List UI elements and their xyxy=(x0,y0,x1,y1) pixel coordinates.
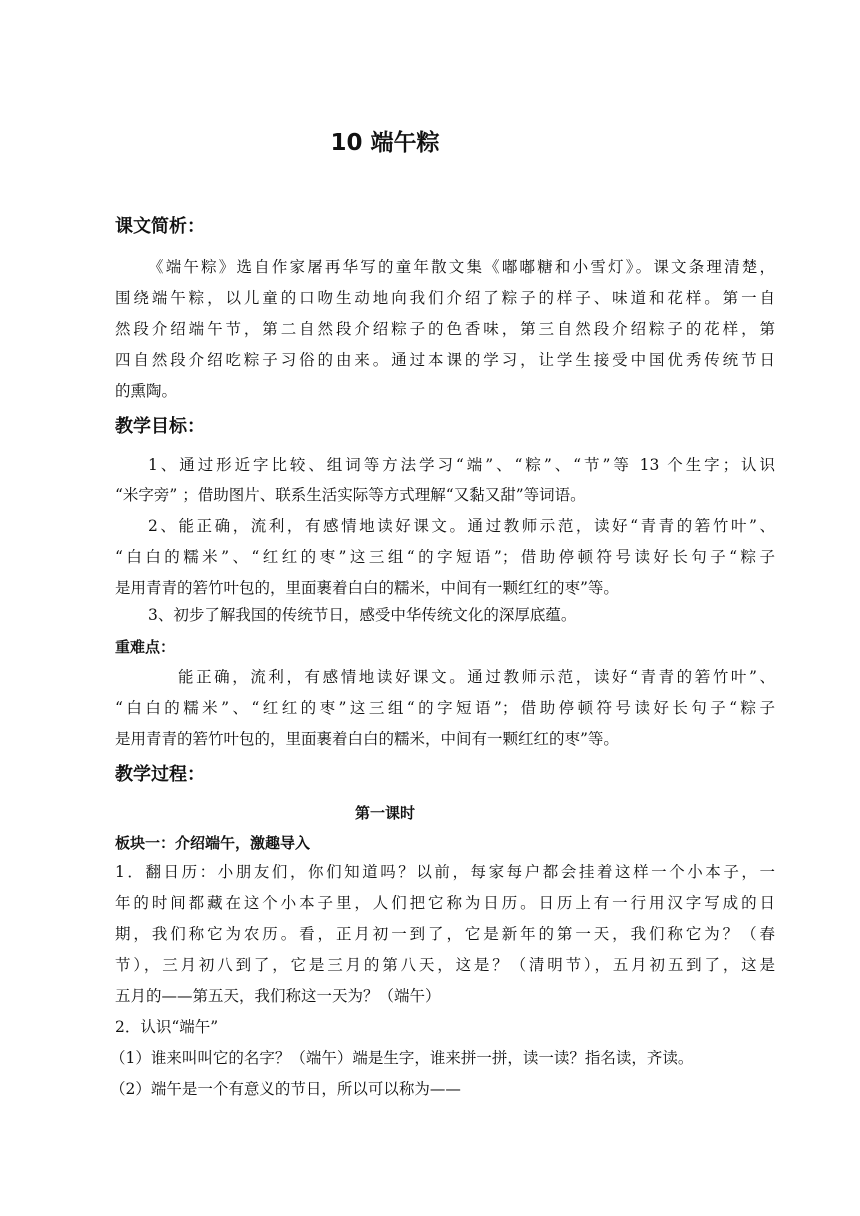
goals-heading: 教学目标： xyxy=(115,416,205,437)
process-line: （1）谁来叫叫它的名字？（端午）端是生字，谁来拼一拼，读一读？指名读，齐读。 xyxy=(110,1049,694,1067)
goals-line: “白白的糯米”、“红红的枣”这三组“的字短语”；借助停顿符号读好长句子“粽子 xyxy=(115,548,775,566)
goals-line: 1、通过形近字比较、组词等方法学习“端”、“粽”、“节”等 13 个生字；认识 xyxy=(148,456,775,474)
analysis-heading: 课文简析： xyxy=(115,216,205,237)
process-line: 1．翻日历：小朋友们，你们知道吗？以前，每家每户都会挂着这样一个小本子，一 xyxy=(115,863,775,881)
process-line: 五月的——第五天，我们称这一天为？（端午） xyxy=(115,987,441,1005)
analysis-line: 然段介绍端午节，第二自然段介绍粽子的色香味，第三自然段介绍粽子的花样，第 xyxy=(115,320,775,338)
key-heading: 重难点： xyxy=(115,638,176,656)
goals-line: 3、初步了解我国的传统节日，感受中华传统文化的深厚底蕴。 xyxy=(148,606,577,624)
process-heading: 教学过程： xyxy=(115,764,205,785)
lesson-title: 第一课时 xyxy=(354,804,415,822)
block-title: 板块一：介绍端午，激趣导入 xyxy=(115,834,311,852)
analysis-line: 四自然段介绍吃粽子习俗的由来。通过本课的学习，让学生接受中国优秀传统节日 xyxy=(115,351,775,369)
goals-line: “米字旁” ；借助图片、联系生活实际等方式理解“又黏又甜”等词语。 xyxy=(115,486,586,504)
process-line: 期，我们称它为农历。看，正月初一到了，它是新年的第一天，我们称它为？（春 xyxy=(115,925,775,943)
analysis-line: 的熏陶。 xyxy=(115,382,178,400)
analysis-line: 《端午粽》选自作家屠再华写的童年散文集《嘟嘟糖和小雪灯》。课文条理清楚， xyxy=(148,258,775,276)
goals-line: 是用青青的箬竹叶包的，里面裹着白白的糯米，中间有一颗红红的枣”等。 xyxy=(115,579,619,597)
key-line: 能正确，流利，有感情地读好课文。通过教师示范，读好“青青的箬竹叶”、 xyxy=(178,668,775,686)
key-line: “白白的糯米”、“红红的枣”这三组“的字短语”；借助停顿符号读好长句子“粽子 xyxy=(115,699,775,717)
process-line: （2）端午是一个有意义的节日，所以可以称为—— xyxy=(110,1080,461,1098)
key-line: 是用青青的箬竹叶包的，里面裹着白白的糯米，中间有一颗红红的枣”等。 xyxy=(115,730,619,748)
process-line: 年的时间都藏在这个小本子里，人们把它称为日历。日历上有一行用汉字写成的日 xyxy=(115,894,775,912)
process-line: 节），三月初八到了，它是三月的第八天，这是？（清明节），五月初五到了，这是 xyxy=(115,956,775,974)
page-title: 10 端午粽 xyxy=(330,130,440,156)
analysis-line: 围绕端午粽，以儿童的口吻生动地向我们介绍了粽子的样子、味道和花样。第一自 xyxy=(115,289,775,307)
process-line: 2．认识“端午” xyxy=(115,1018,219,1036)
goals-line: 2、能正确，流利，有感情地读好课文。通过教师示范，读好“青青的箬竹叶”、 xyxy=(148,517,775,535)
